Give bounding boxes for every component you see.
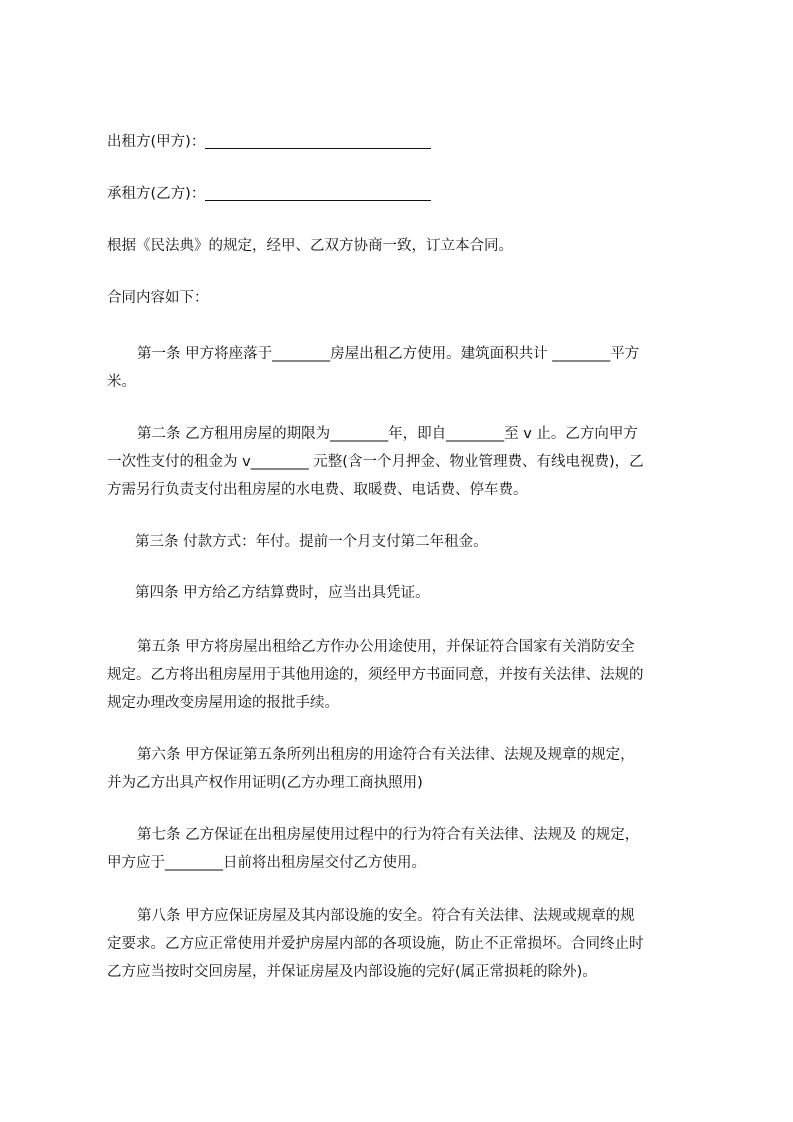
article-5-line-2: 规定。乙方将出租房屋用于其他用途的，须经甲方书面同意，并按有关法律、法规的 — [107, 667, 644, 683]
article-2 — [107, 420, 699, 504]
article-2-line-2: 一次性支付的租金为 v________ 元整(含一个月押金、物业管理费、有线电视费)，乙 — [107, 454, 644, 470]
article-1-line-1: 第一条 甲方将座落于________房屋出租乙方使用。建筑面积共计 ________平方 — [137, 346, 640, 362]
lessor-line — [107, 128, 699, 156]
lessee-line — [107, 180, 699, 208]
lessee-fill-blank — [205, 184, 431, 201]
article-1 — [107, 340, 699, 396]
article-8-line-1: 第八条 甲方应保证房屋及其内部设施的安全。符合有关法律、法规或规章的规 — [137, 908, 635, 924]
article-4-line-1: 第四条 甲方给乙方结算费时，应当出具凭证。 — [135, 585, 430, 601]
article-8 — [107, 902, 699, 986]
article-2-line-3: 方需另行负责支付出租房屋的水电费、取暖费、电话费、停车费。 — [107, 482, 528, 498]
article-5-line-3: 规定办理改变房屋用途的报批手续。 — [107, 695, 339, 711]
article-3 — [107, 528, 699, 556]
article-2-line-1: 第二条 乙方租用房屋的期限为________年，即自________至 v 止。乙方向甲方 — [137, 426, 638, 442]
article-5 — [107, 633, 699, 717]
lessor-label: 出租方(甲方)： — [107, 134, 206, 150]
lessor-fill-blank — [205, 132, 431, 149]
article-3-line-1: 第三条 付款方式：年付。提前一个月支付第二年租金。 — [135, 534, 488, 550]
article-6-line-1: 第六条 甲方保证第五条所列出租房的用途符合有关法律、法规及规章的规定， — [137, 747, 635, 763]
article-7-line-2: 甲方应于________日前将出租房屋交付乙方使用。 — [107, 855, 426, 871]
article-5-line-1: 第五条 甲方将房屋出租给乙方作办公用途使用，并保证符合国家有关消防安全 — [137, 639, 635, 655]
article-7-line-1: 第七条 乙方保证在出租房屋使用过程中的行为符合有关法律、法规及 的规定， — [137, 827, 640, 843]
article-8-line-3: 乙方应当按时交回房屋，并保证房屋及内部设施的完好(属正常损耗的除外)。 — [107, 964, 597, 980]
article-4 — [107, 579, 699, 607]
article-1-line-2: 米。 — [107, 374, 136, 390]
lessee-label: 承租方(乙方)： — [107, 186, 206, 202]
article-6 — [107, 741, 699, 797]
contents-heading: 合同内容如下： — [107, 290, 209, 306]
article-6-line-2: 并为乙方出具产权作用证明(乙方办理工商执照用) — [107, 775, 423, 791]
article-8-line-2: 定要求。乙方应正常使用并爱护房屋内部的各项设施，防止不正常损坏。合同终止时 — [107, 936, 644, 952]
article-7 — [107, 821, 699, 877]
contract-basis: 根据《民法典》的规定，经甲、乙双方协商一致，订立本合同。 — [107, 238, 513, 254]
